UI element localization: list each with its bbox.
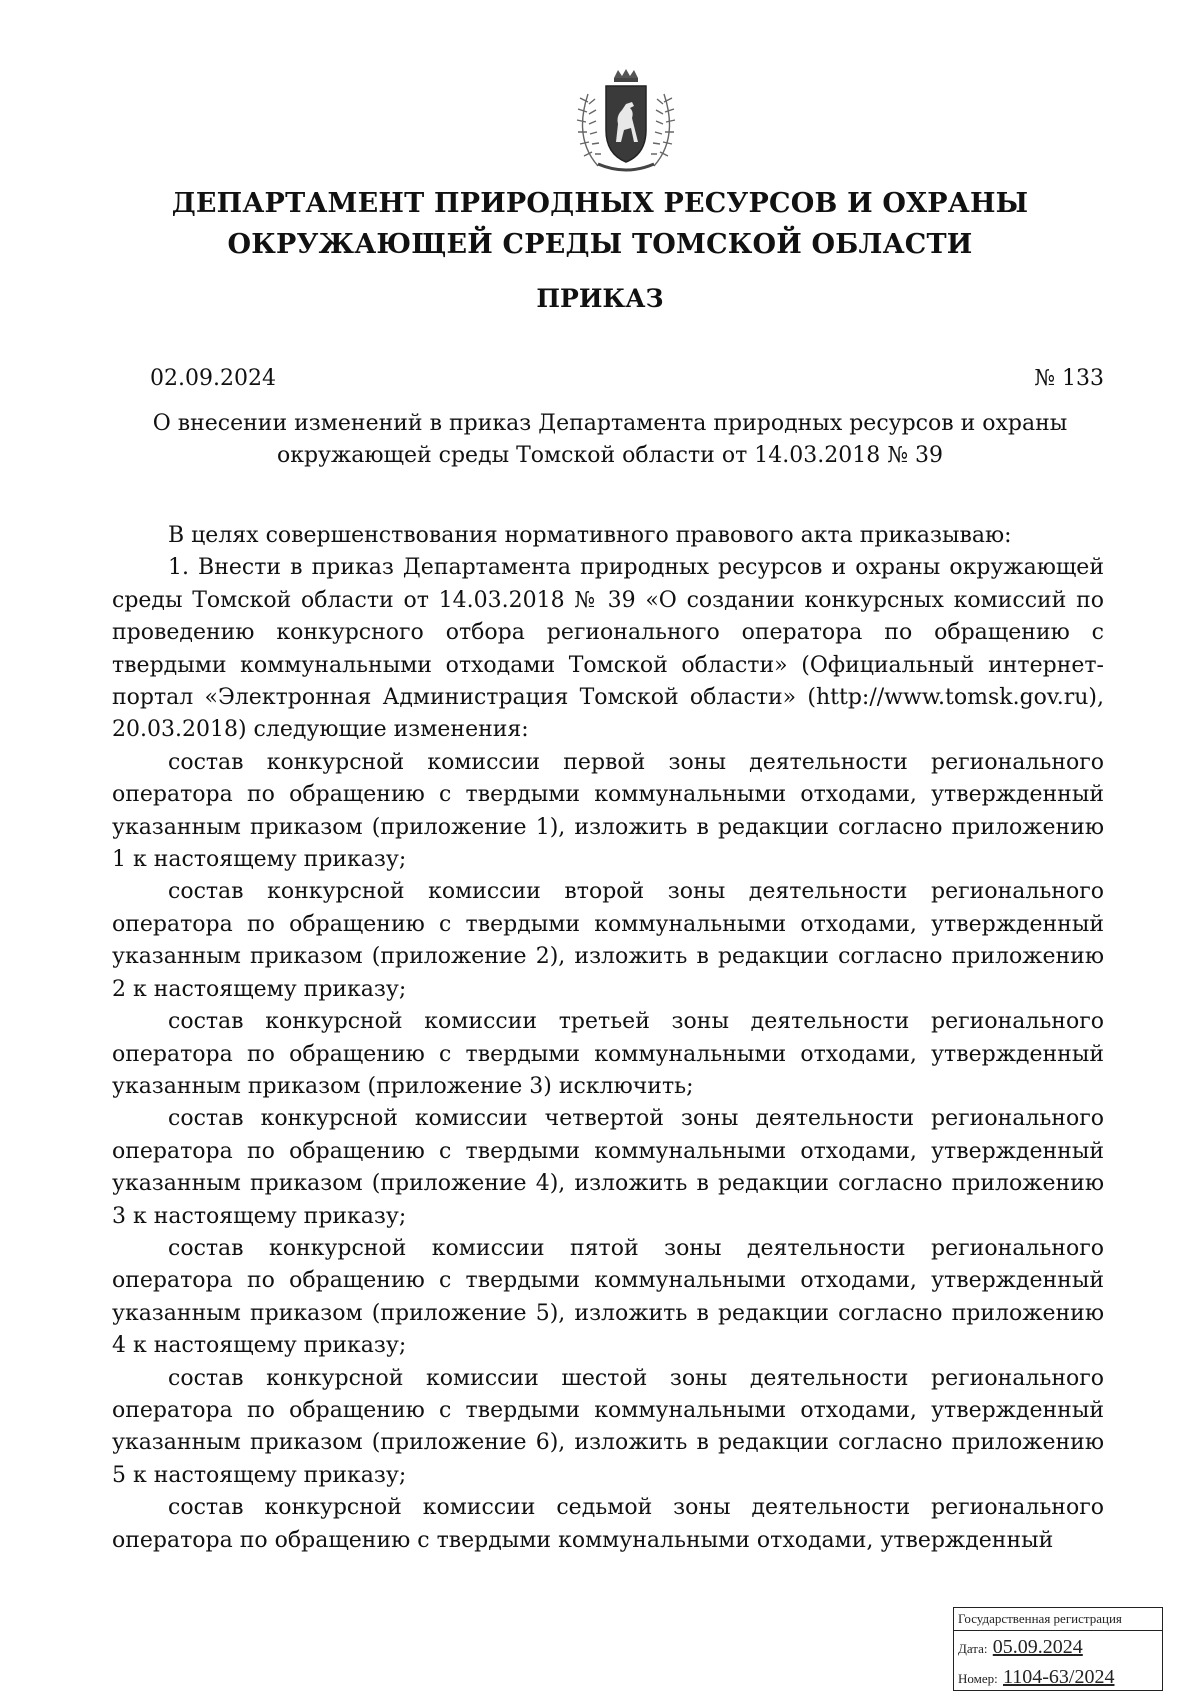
subject-line-2: окружающей среды Томской области от 14.03.2018 № 39 [276,443,944,468]
registration-stamp [953,1607,1163,1691]
body-paragraph: состав конкурсной комиссии пятой зоны деятельности регионального оператора по обращению с твердыми коммунальными отходами, утвержденный указанным приказом (приложение 5), изложить в редакции согласно приложению 4 к настоящему приказу; [112,1235,1104,1359]
body-paragraph: состав конкурсной комиссии первой зоны деятельности регионального оператора по обращению с твердыми коммунальными отходами, утвержденный указанным приказом (приложение 1), изложить в редакции согласно приложению 1 к настоящему приказу; [112,749,1104,873]
registration-date-row [958,1633,1158,1663]
organization-name-line-2: ОКРУЖАЮЩЕЙ СРЕДЫ ТОМСКОЙ ОБЛАСТИ [227,229,973,260]
organization-name [130,183,1070,265]
body-paragraph: 1. Внести в приказ Департамента природных ресурсов и охраны окружающей среды Томской области от 14.03.2018 № 39 «О создании конкурсных комиссий по проведению конкурсного отбора регионального оператора по обращению с твердыми коммунальными отходами Томской области» (Официальный интернет-портал «Электронная Администрация Томской области» (http://www.tomsk.gov.ru), 20.03.2018) следующие изменения: [112,555,1104,743]
body-paragraph: состав конкурсной комиссии четвертой зоны деятельности регионального оператора по обращению с твердыми коммунальными отходами, утвержденный указанным приказом (приложение 4), изложить в редакции согласно приложению 3 к настоящему приказу; [112,1106,1104,1229]
registration-date-value: 05.09.2024 [992,1636,1083,1658]
body-paragraph: состав конкурсной комиссии третьей зоны деятельности регионального оператора по обращению с твердыми коммунальными отходами, утвержденный указанным приказом (приложение 3) исключить; [112,1009,1104,1099]
registration-title: Государственная регистрация [954,1610,1162,1631]
registration-number-value: 1104-63/2024 [1003,1666,1115,1688]
body-paragraph: состав конкурсной комиссии седьмой зоны деятельности регионального оператора по обращению с твердыми коммунальными отходами, утвержденный [112,1495,1104,1553]
document-date: 02.09.2024 [150,366,276,391]
body-paragraph: В целях совершенствования нормативного правового акта приказываю: [168,523,1012,548]
document-number: № 133 [1034,366,1104,391]
registration-number-label: Номер: [958,1671,998,1686]
subject-line-1: О внесении изменений в приказ Департамента природных ресурсов и охраны [152,411,1068,436]
organization-name-line-1: ДЕПАРТАМЕНТ ПРИРОДНЫХ РЕСУРСОВ И ОХРАНЫ [171,188,1029,219]
registration-date-label: Дата: [958,1641,988,1656]
body-paragraph: состав конкурсной комиссии шестой зоны деятельности регионального оператора по обращению с твердыми коммунальными отходами, утвержденный указанным приказом (приложение 6), изложить в редакции согласно приложению 5 к настоящему приказу; [112,1365,1104,1488]
registration-number-row [958,1663,1158,1693]
document-type: ПРИКАЗ [536,284,664,313]
tomsk-coat-of-arms-icon [568,68,684,176]
document-body [112,520,1104,1557]
document-subject [130,408,1090,472]
body-paragraph: состав конкурсной комиссии второй зоны деятельности регионального оператора по обращению с твердыми коммунальными отходами, утвержденный указанным приказом (приложение 2), изложить в редакции согласно приложению 2 к настоящему приказу; [112,879,1104,1002]
